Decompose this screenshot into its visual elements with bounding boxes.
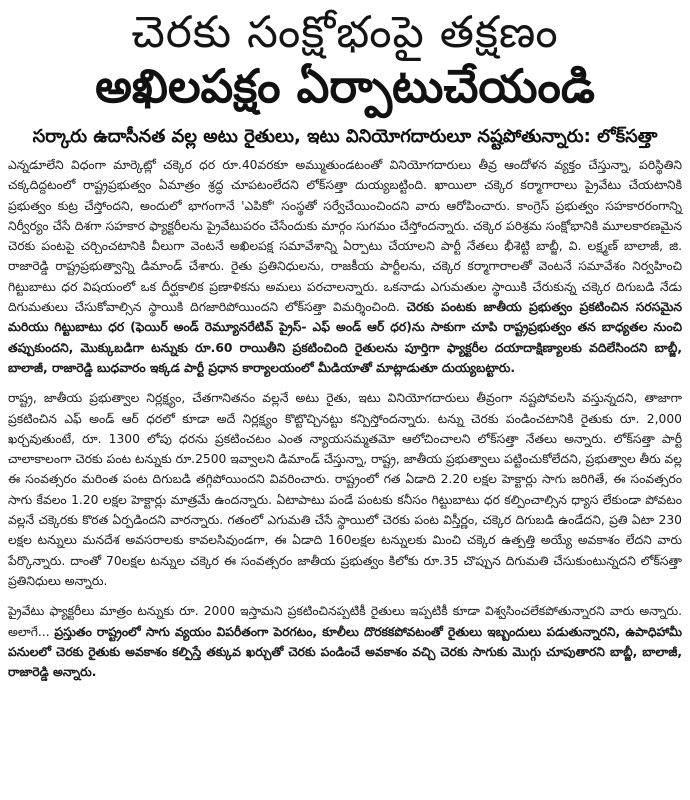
paragraph-1-text: ఎన్నడూలేని విధంగా మార్కెట్లో చక్కెర ధర రూ.40వరకూ అమ్ముతుండటంతో వినియోగదారులు తీవ్ర ఆందోళన వ్యక్తం చేస్తున్నా, పరిస్థితిని చక్కదిద్దటంలో రాష్ట్రప్రభుత్వం ఏమాత్రం శ్రద్ధ చూపటంలేదని లోక్‌సత్తా దుయ్యబట్టింది. ఖాయిలా చక్కెర కర్మాగారాలు ప్రైవేటు చేయటానికి ప్రభుత్వం కుట్ర చేస్తోందని, అందులో భాగంగానే 'ఎపికో' సంస్థతో సర్వేచేయించిందని వారు ఆరోపించారు. కాంగ్రెస్ ప్రభుత్వం సహకారరంగాన్ని నిర్వీర్యం చేసే దిశగా సహకార ఫ్యాక్టరీలను ప్రైవేటుపరం చేసేందుకు మార్గం సుగమం చేస్తోందన్నారు. చక్కెర పరిశ్రమ సంక్షోభానికి మూలకారణమైన చెరకు పంటపై చర్చించటానికి వీలుగా వెంటనే అఖిలపక్ష సమావేశాన్ని ఏర్పాటు చేయాలని పార్టీ నేతలు భీశెట్టి బాబ్జీ, వి. లక్ష్మణ్ బాలాజీ, జి. రాజారెడ్డి రాష్ట్రప్రభుత్వాన్ని డిమాండ్ చేశారు. రైతు ప్రతినిధులను, రాజకీయ పార్టీలను, చక్కెర కర్మాగారాలతో వెంటనే సమావేశం నిర్వహించి గిట్టుబాటు ధర విషయంలో ఒక దీర్ఘకాలిక ప్రణాళికను అమలు పరచాలన్నారు. ఒకనాడు ఎగుమతుల స్థాయికి చేరుకున్న చక్కెర దిగుబడి నేడు దిగుమతులు చేసుకోవాల్సిన స్థాయికి దిగజారిపోయిందని లోక్‌సత్తా విమర్శించింది. [8,158,682,315]
headline-line-2: అఖిలపక్షం ఏర్పాటుచేయండి [95,59,595,113]
paragraph-1-bold-text: చెరకు పంటకు జాతీయ ప్రభుత్వం ప్రకటించిన సరసమైన మరియు గిట్టుబాటు ధర (ఫెయిర్ అండ్ రెమ్యూనరేటివ్ ప్రైస్- ఎఫ్ అండ్ ఆర్ ధర)ను సాకుగా చూపి రాష్ట్రప్రభుత్వం తన బాధ్యతల నుంచి తప్పుకుందని, మొక్కుబడిగా టన్నుకు రూ.60 రాయితీని ప్రకటించింది రైతులను పూర్తిగా ఫ్యాక్టరీల దయాదాక్షిణ్యాలకు వదిలేసిందని బాబ్జీ, బాలాజీ, రాజారెడ్డి బుధవారం ఇక్కడ పార్టీ ప్రధాన కార్యాలయంలో మీడియాతో మాట్లాడుతూ దుయ్యబట్టారు. [8,300,682,375]
article-body [8,155,682,682]
paragraph-1 [8,155,682,378]
paragraph-3-text: ప్రైవేటు ఫ్యాక్టరీలు మాత్రం టన్నుకు రూ. 2000 ఇస్తామని ప్రకటించినప్పటికీ రైతులు ఇప్పటికీ కూడా విశ్వసించలేకపోతున్నారని వారు అన్నారు. అలాగే... [8,604,682,639]
paragraph-3-bold-text: ప్రస్తుతం రాష్ట్రంలో సాగు వ్యయం విపరీతంగా పెరగటం, కూలీలు దొరకకపోవటంతో రైతులు ఇబ్బందులు పడుతున్నారని, ఉపాధిహామీ పనులలో చెరకు రైతుకు అవకాశం కల్పిస్తే తక్కువ ఖర్చుతో చెరకు పండించే అవకాశం వచ్చి చెరకు సాగుకు మొగ్గు చూపుతారని బాబ్జీ, బాలాజీ, రాజారెడ్డి అన్నారు. [8,624,682,680]
paragraph-2: రాష్ట్ర, జాతీయ ప్రభుత్వాల నిర్లక్ష్యం, చేతగానితనం వల్లనే అటు రైతు, ఇటు వినియోగదారులు తీవ్రంగా నష్టపోవలసి వస్తున్నదని, తాజాగా ప్రకటించిన ఎఫ్ అండ్ ఆర్ ధరలో కూడా అదే నిర్లక్ష్యం కొట్టొచ్చినట్టు కన్పిస్తోందన్నారు. టన్ను చెరకు పండించటానికి రైతుకు రూ. 2,000 ఖర్చవుతుంటే, రూ. 1300 లోపు ధరను ప్రకటించటం ఎంత న్యాయసమ్మతమో ఆలోచించాలని లోక్‌సత్తా నేతలు అన్నారు. లోక్‌సత్తా పార్టీ చాలాకాలంగా చెరకు పంట టన్నుకు రూ.2500 ఇవ్వాలని డిమాండ్ చేస్తున్నా, రాష్ట్ర, జాతీయ ప్రభుత్వాలు పట్టించుకోలేదని, ప్రభుత్వాల తీరు వల్ల ఈ సంవత్సరం మరింత పంట దిగుబడి తగ్గిపోయిందని వివరించారు. రాష్ట్రంలో గత ఏడాది 2.20 లక్షల హెక్టార్లు సాగు జరిగితే, ఈ సంవత్సరం సాగు కేవలం 1.20 లక్షల హెక్టార్లు మాత్రమే ఉందన్నారు. ఏటాపాటు పండే పంటకు కనీసం గిట్టుబాటు ధర కల్పించాల్సిన ధ్యాస లేకుండా పోవటం వల్లనే చక్కెరకు కొరత ఏర్పడిందని వారన్నారు. గతంలో ఎగుమతి చేసే స్థాయిలో చెరకు పంట విస్తీర్ణం, చక్కెర దిగుబడి ఉండేదని, ప్రతి ఏటా 230 లక్షల టన్నులు మనదేశ అవసరాలకు కావలసివుండగా, ఈ ఏడాది 160లక్షల టన్నులకు మించి చక్కెర ఉత్పత్తి అయ్యే అవకాశం లేదని వారు పేర్కొన్నారు. దాంతో 70లక్షల టన్నుల చక్కెర ఈ సంవత్సరం జాతీయ ప్రభుత్వం కిలోకు రూ.35 చొప్పున దిగుమతి చేసుకుంటున్నదని లోక్‌సత్తా ప్రతినిధులు అన్నారు. [8,391,682,588]
subheadline: సర్కారు ఉదాసీనత వల్ల అటు రైతులు, ఇటు వినియోగదారులూ నష్టపోతున్నారు: లోక్‌సత్తా [32,126,658,147]
paragraph-3 [8,601,682,682]
headline-line-1: చెరకు సంక్షోభంపై తక్షణం [131,7,559,58]
